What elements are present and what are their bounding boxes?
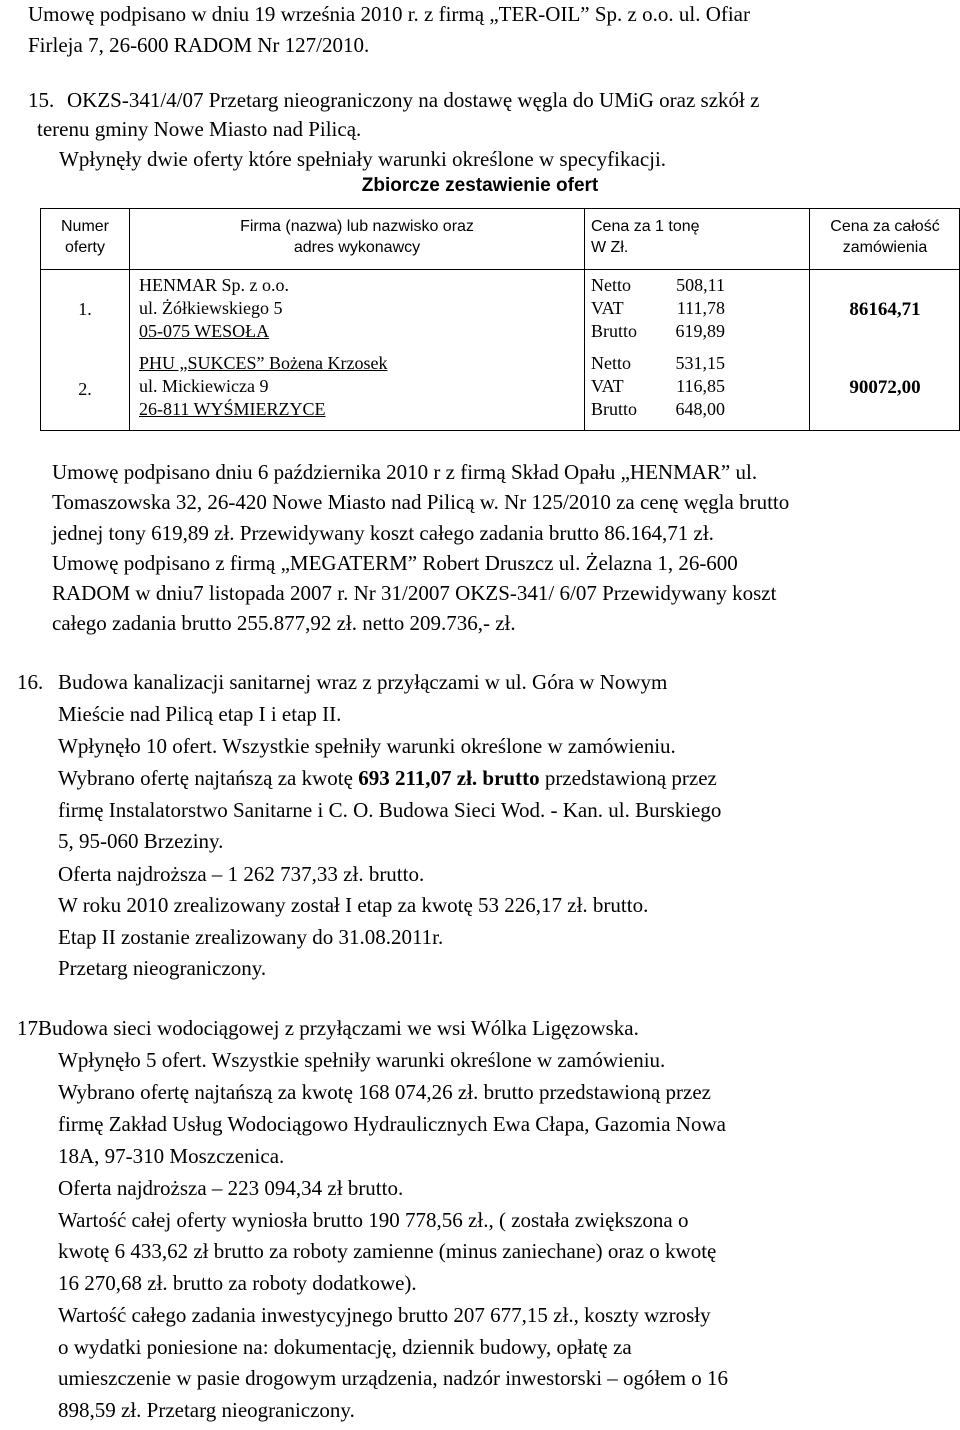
item-16-line-9: Etap II zostanie zrealizowany do 31.08.2011r. xyxy=(58,925,444,949)
item-16-number: 16. xyxy=(17,670,44,694)
item-17-line-1: Budowa sieci wodociągowej z przyłączami we wsi Wólka Ligęzowska. xyxy=(38,1016,639,1040)
item-15-number: 15. xyxy=(28,88,55,112)
item-17-line-2: Wpłynęło 5 ofert. Wszystkie spełniły warunki określone w zamówieniu. xyxy=(58,1048,666,1072)
item-16-line-10: Przetarg nieograniczony. xyxy=(58,956,267,980)
item-17-number: 17. xyxy=(17,1016,44,1040)
item-16-line-3: Wpłynęło 10 ofert. Wszystkie spełniły warunki określone w zamówieniu. xyxy=(58,734,676,758)
item-15-line-2: terenu gminy Nowe Miasto nad Pilicą. xyxy=(37,117,362,141)
row-1-price: Netto 508,11 VAT 111,78 Brutto 619,89 xyxy=(591,275,725,341)
item-17-line-9: 16 270,68 zł. brutto za roboty dodatkowe). xyxy=(58,1271,417,1295)
item-17-line-4: firmę Zakład Usług Wodociągowo Hydraulicznych Ewa Cłapa, Gazomia Nowa xyxy=(58,1112,726,1136)
item-16-line-2: Mieście nad Pilicą etap I i etap II. xyxy=(58,702,342,726)
item-16-line-6: 5, 95-060 Brzeziny. xyxy=(58,829,224,853)
item-17-line-13: 898,59 zł. Przetarg nieograniczony. xyxy=(58,1398,355,1422)
item-17-line-11: o wydatki poniesione na: dokumentację, dziennik budowy, opłatę za xyxy=(58,1335,632,1359)
item-17-line-7: Wartość całej oferty wyniosła brutto 190 778,56 zł., ( została zwiększona o xyxy=(58,1208,689,1232)
after-table-line-4: Umowę podpisano z firmą „MEGATERM” Robert Druszcz ul. Żelazna 1, 26-600 xyxy=(52,551,738,575)
item-17-line-12: umieszczenie w pasie drogowym urządzenia, nadzór inwestorski – ogółem o 16 xyxy=(58,1366,729,1390)
item-15-line-1: OKZS-341/4/07 Przetarg nieograniczony na dostawę węgla do UMiG oraz szkół z xyxy=(67,88,760,112)
item-17-line-8: kwotę 6 433,62 zł brutto za roboty zamienne (minus zaniechane) oraz o kwotę xyxy=(58,1239,717,1263)
after-table-line-2: Tomaszowska 32, 26-420 Nowe Miasto nad Pilicą w. Nr 125/2010 za cenę węgla brutto xyxy=(52,490,790,514)
row-2-number: 2. xyxy=(78,379,92,399)
item-16-line-1: Budowa kanalizacji sanitarnej wraz z przyłączami w ul. Góra w Nowym xyxy=(58,670,668,694)
item-16-line-4: Wybrano ofertę najtańszą za kwotę 693 211,07 zł. brutto przedstawioną przez xyxy=(58,766,717,790)
row-2-total: 90072,00 xyxy=(849,377,921,398)
row-2-firm: PHU „SUKCES” Bożena Krzosek ul. Mickiewicza 9 26-811 WYŚMIERZYCE xyxy=(139,353,388,419)
after-table-line-3: jednej tony 619,89 zł. Przewidywany koszt całego zadania brutto 86.164,71 zł. xyxy=(52,521,714,545)
item-17-line-3: Wybrano ofertę najtańszą za kwotę 168 074,26 zł. brutto przedstawioną przez xyxy=(58,1080,711,1104)
header-price: Cena za 1 tonę W Zł. xyxy=(591,218,700,256)
item-17-line-5: 18A, 97-310 Moszczenica. xyxy=(58,1144,285,1168)
item-17-line-10: Wartość całego zadania inwestycyjnego brutto 207 677,15 zł., koszty wzrosły xyxy=(58,1303,711,1327)
item-16-line-5: firmę Instalatorstwo Sanitarne i C. O. Budowa Sieci Wod. - Kan. ul. Burskiego xyxy=(58,798,722,822)
row-1-firm: HENMAR Sp. z o.o. ul. Żółkiewskiego 5 05-075 WESOŁA xyxy=(139,275,290,341)
header-total: Cena za całość zamówienia xyxy=(830,218,940,256)
item-16-line-7: Oferta najdroższa – 1 262 737,33 zł. brutto. xyxy=(58,862,425,886)
item-17-line-6: Oferta najdroższa – 223 094,34 zł brutto. xyxy=(58,1176,404,1200)
header-number: Numer oferty xyxy=(60,218,109,256)
item-15-line-3: Wpłynęły dwie oferty które spełniały warunki określone w specyfikacji. xyxy=(59,147,667,171)
intro-line-2: Firleja 7, 26-600 RADOM Nr 127/2010. xyxy=(28,33,370,57)
row-1-total: 86164,71 xyxy=(849,299,921,320)
summary-table xyxy=(40,208,960,431)
row-2-price: Netto 531,15 VAT 116,85 Brutto 648,00 xyxy=(591,353,725,419)
summary-title: Zbiorcze zestawienie ofert xyxy=(361,175,599,196)
header-firm: Firma (nazwa) lub nazwisko oraz adres wykonawcy xyxy=(240,218,474,256)
row-1-number: 1. xyxy=(78,299,92,319)
item-16-line-8: W roku 2010 zrealizowany został I etap za kwotę 53 226,17 zł. brutto. xyxy=(58,893,649,917)
after-table-line-5: RADOM w dniu7 listopada 2007 r. Nr 31/2007 OKZS-341/ 6/07 Przewidywany koszt xyxy=(52,581,777,605)
after-table-line-6: całego zadania brutto 255.877,92 zł. netto 209.736,- zł. xyxy=(52,611,516,635)
after-table-line-1: Umowę podpisano dniu 6 października 2010 r z firmą Skład Opału „HENMAR” ul. xyxy=(52,460,758,484)
intro-line-1: Umowę podpisano w dniu 19 września 2010 r. z firmą „TER-OIL” Sp. z o.o. ul. Ofiar xyxy=(28,2,750,26)
